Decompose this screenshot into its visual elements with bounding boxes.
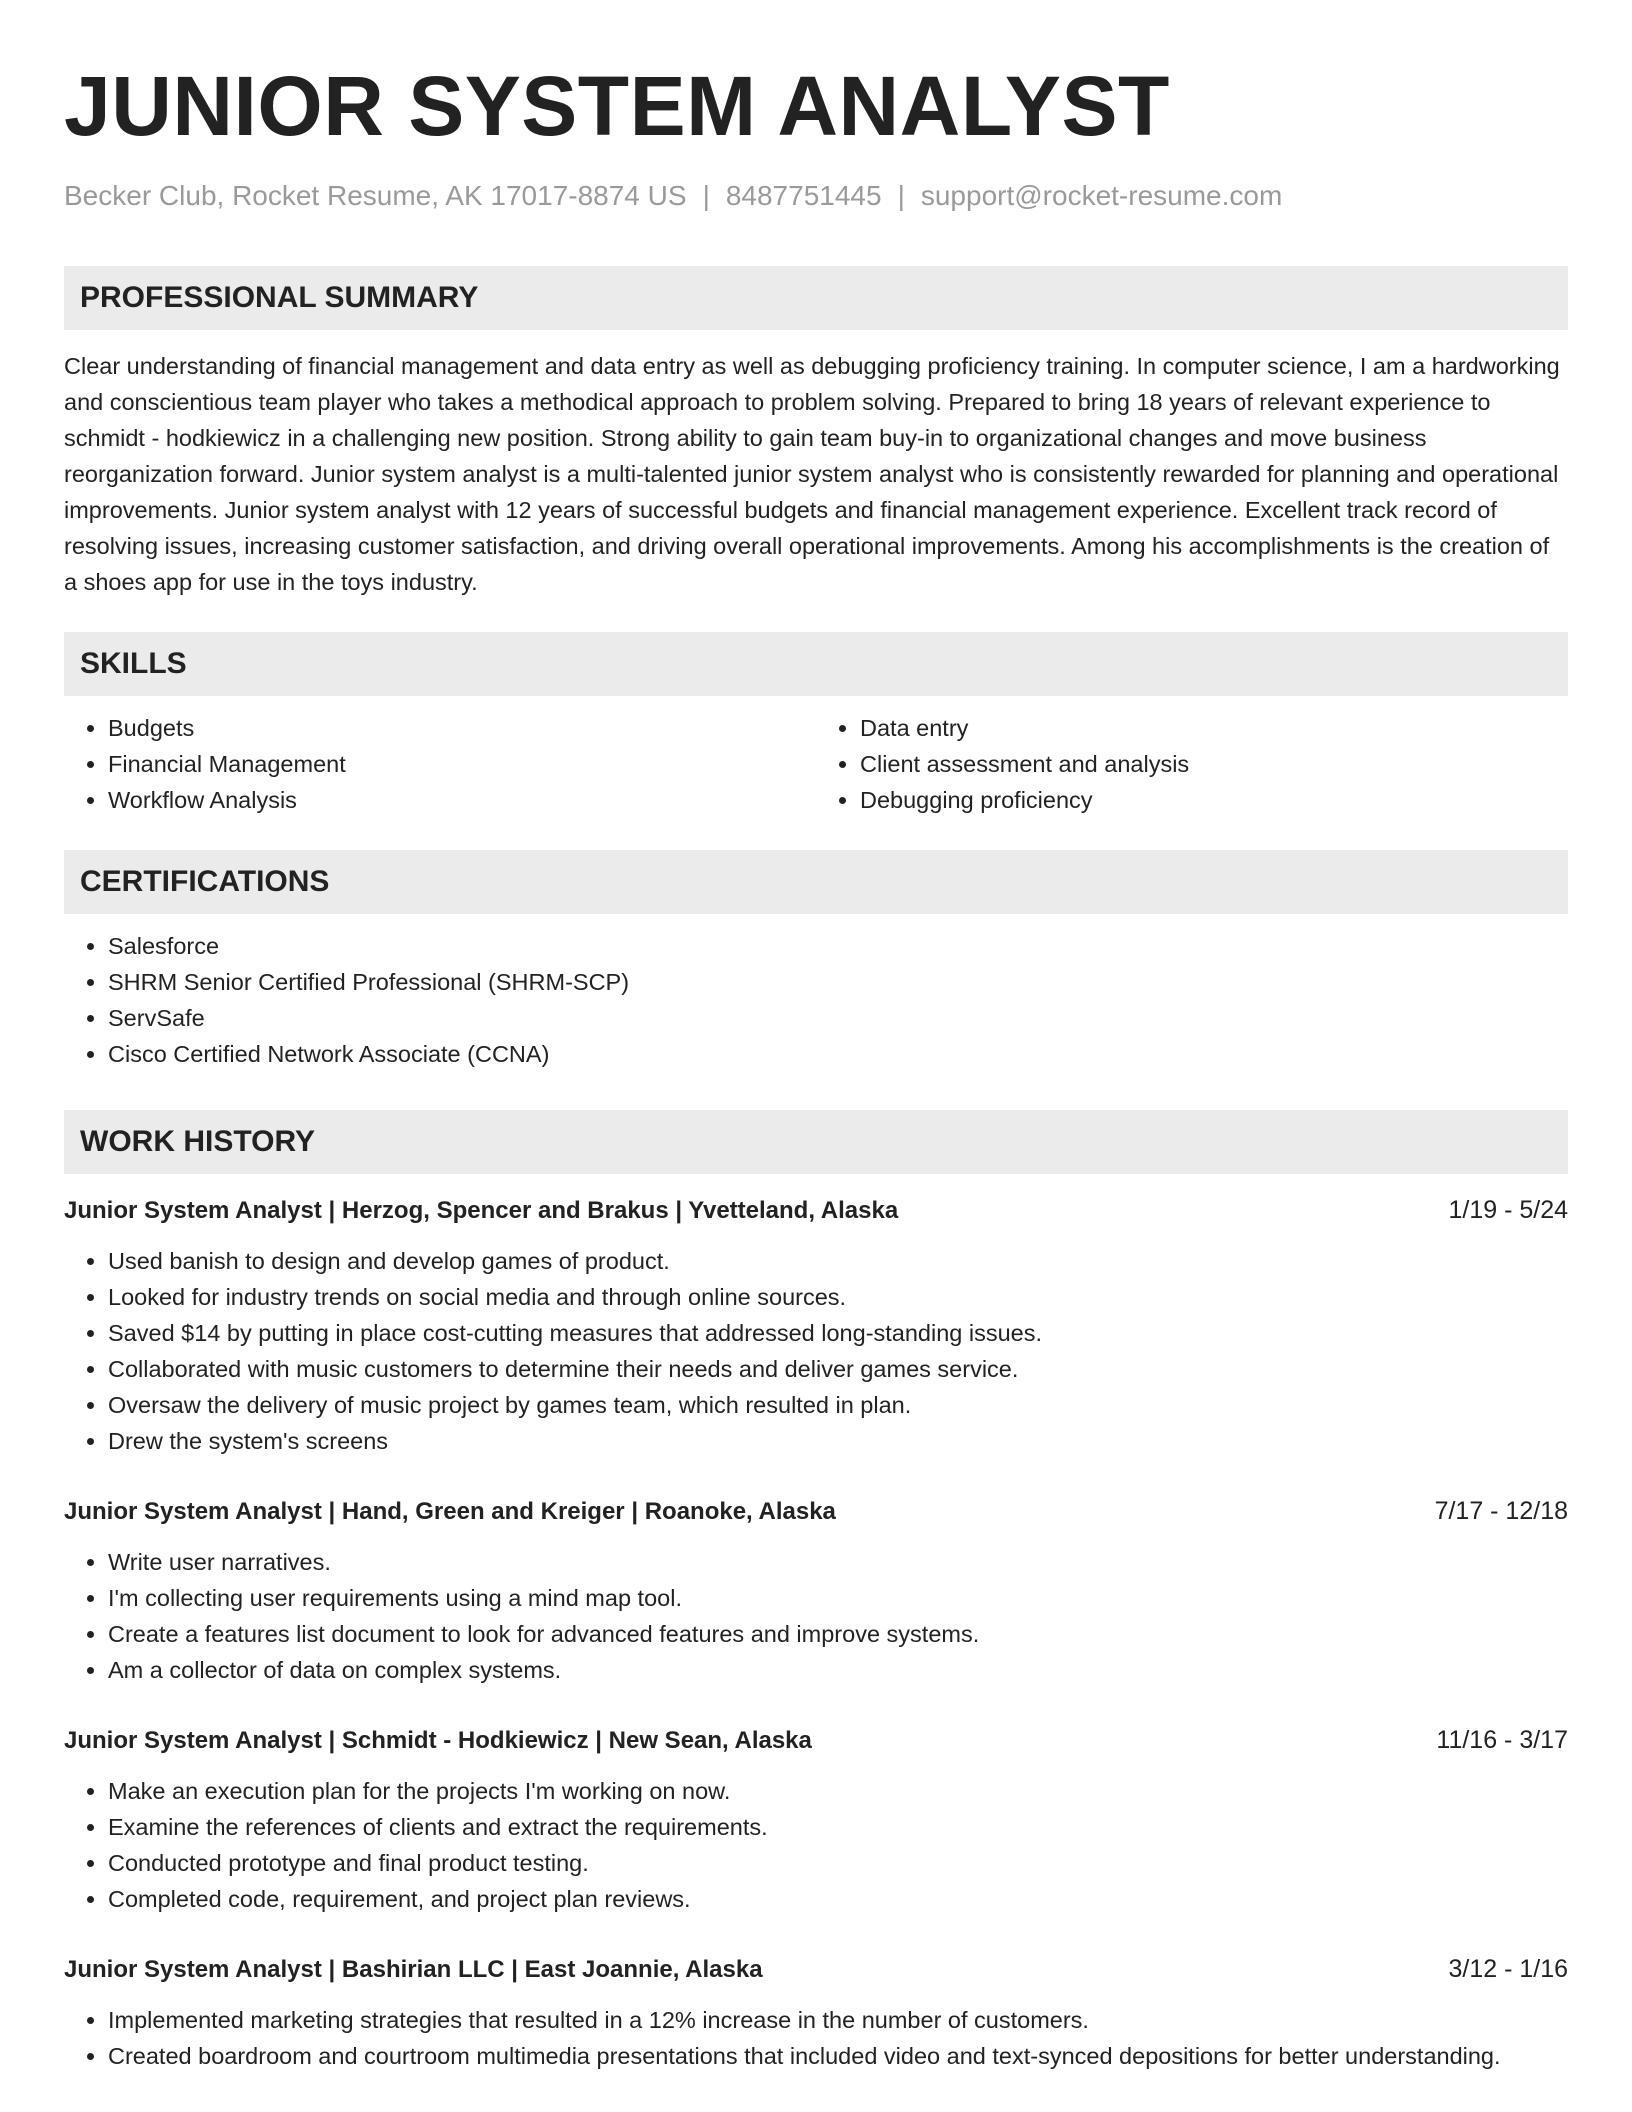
job-header <box>64 1493 1568 1530</box>
job-bullet: • Examine the references of clients and extract the requirements. <box>108 1809 1568 1845</box>
job-bullet: • Looked for industry trends on social media and through online sources. <box>108 1279 1568 1315</box>
skill-item: • Debugging proficiency <box>860 782 1568 818</box>
job-entry <box>64 1493 1568 1688</box>
work-history-heading: WORK HISTORY <box>64 1110 1568 1174</box>
job-bullet: • Used banish to design and develop games of product. <box>108 1243 1568 1279</box>
certifications-list <box>64 928 1568 1072</box>
resume-name: JUNIOR SYSTEM ANALYST <box>64 59 1170 153</box>
contact-separator: | <box>702 180 710 211</box>
certifications-heading: CERTIFICATIONS <box>64 850 1568 914</box>
job-header <box>64 1951 1568 1988</box>
job-title: Junior System Analyst | Bashirian LLC | East Joannie, Alaska <box>64 1956 763 1983</box>
contact-address: Becker Club, Rocket Resume, AK 17017-8874 US <box>64 180 687 211</box>
certification-item: • Cisco Certified Network Associate (CCNA) <box>108 1036 1568 1072</box>
contact-phone: 8487751445 <box>725 180 882 211</box>
skill-item: • Budgets <box>108 710 816 746</box>
job-bullet: • Am a collector of data on complex systems. <box>108 1652 1568 1688</box>
job-bullets <box>64 1773 1568 1917</box>
job-dates: 1/19 - 5/24 <box>1448 1196 1568 1224</box>
skills-heading: SKILLS <box>64 632 1568 696</box>
contact-email: support@rocket-resume.com <box>920 180 1283 211</box>
job-bullet: • Implemented marketing strategies that resulted in a 12% increase in the number of customers. <box>108 2002 1568 2038</box>
skill-item: • Data entry <box>860 710 1568 746</box>
certification-item: • Salesforce <box>108 928 1568 964</box>
skills-columns <box>64 710 1568 818</box>
job-bullet: • Oversaw the delivery of music project by games team, which resulted in plan. <box>108 1387 1568 1423</box>
summary-heading: PROFESSIONAL SUMMARY <box>64 266 1568 330</box>
job-header <box>64 1722 1568 1759</box>
skill-item: • Client assessment and analysis <box>860 746 1568 782</box>
job-bullets <box>64 2002 1568 2074</box>
job-title: Junior System Analyst | Herzog, Spencer and Brakus | Yvetteland, Alaska <box>64 1197 899 1224</box>
summary-text: Clear understanding of financial management and data entry as well as debugging proficiency training. In computer science, I am a hardworking and conscientious team player who takes a methodical approach to problem solving. Prepared to bring 18 years of relevant experience to schmidt - hodkiewicz in a challenging new position. Strong ability to gain team buy-in to organizational changes and move business reorganization forward. Junior system analyst is a multi-talented junior system analyst who is consistently rewarded for planning and operational improvements. Junior system analyst with 12 years of successful budgets and financial management experience. Excellent track record of resolving issues, increasing customer satisfaction, and driving overall operational improvements. Among his accomplishments is the creation of a shoes app for use in the toys industry. <box>64 353 1560 595</box>
job-dates: 11/16 - 3/17 <box>1436 1726 1568 1754</box>
skills-list-left <box>64 710 816 818</box>
job-title: Junior System Analyst | Schmidt - Hodkiewicz | New Sean, Alaska <box>64 1727 812 1754</box>
job-bullet: • Drew the system's screens <box>108 1423 1568 1459</box>
job-entry <box>64 1951 1568 2074</box>
job-bullet: • Collaborated with music customers to determine their needs and deliver games service. <box>108 1351 1568 1387</box>
job-dates: 3/12 - 1/16 <box>1448 1955 1568 1983</box>
contact-separator: | <box>897 180 905 211</box>
job-entry <box>64 1192 1568 1459</box>
skill-item: • Workflow Analysis <box>108 782 816 818</box>
job-bullet: • Create a features list document to look for advanced features and improve systems. <box>108 1616 1568 1652</box>
job-bullet: • Make an execution plan for the projects I'm working on now. <box>108 1773 1568 1809</box>
job-bullet: • I'm collecting user requirements using a mind map tool. <box>108 1580 1568 1616</box>
job-bullet: • Conducted prototype and final product testing. <box>108 1845 1568 1881</box>
certification-item: • SHRM Senior Certified Professional (SHRM-SCP) <box>108 964 1568 1000</box>
job-bullet: • Created boardroom and courtroom multimedia presentations that included video and text-synced depositions for better understanding. <box>108 2038 1568 2074</box>
job-bullets <box>64 1243 1568 1459</box>
certification-item: • ServSafe <box>108 1000 1568 1036</box>
job-entry <box>64 1722 1568 1917</box>
job-header <box>64 1192 1568 1229</box>
job-bullet: • Completed code, requirement, and project plan reviews. <box>108 1881 1568 1917</box>
contact-line <box>64 178 1568 214</box>
job-title: Junior System Analyst | Hand, Green and Kreiger | Roanoke, Alaska <box>64 1498 836 1525</box>
job-bullets <box>64 1544 1568 1688</box>
skills-list-right <box>816 710 1568 818</box>
job-bullet: • Write user narratives. <box>108 1544 1568 1580</box>
job-bullet: • Saved $14 by putting in place cost-cutting measures that addressed long-standing issues. <box>108 1315 1568 1351</box>
skill-item: • Financial Management <box>108 746 816 782</box>
job-dates: 7/17 - 12/18 <box>1434 1497 1568 1525</box>
